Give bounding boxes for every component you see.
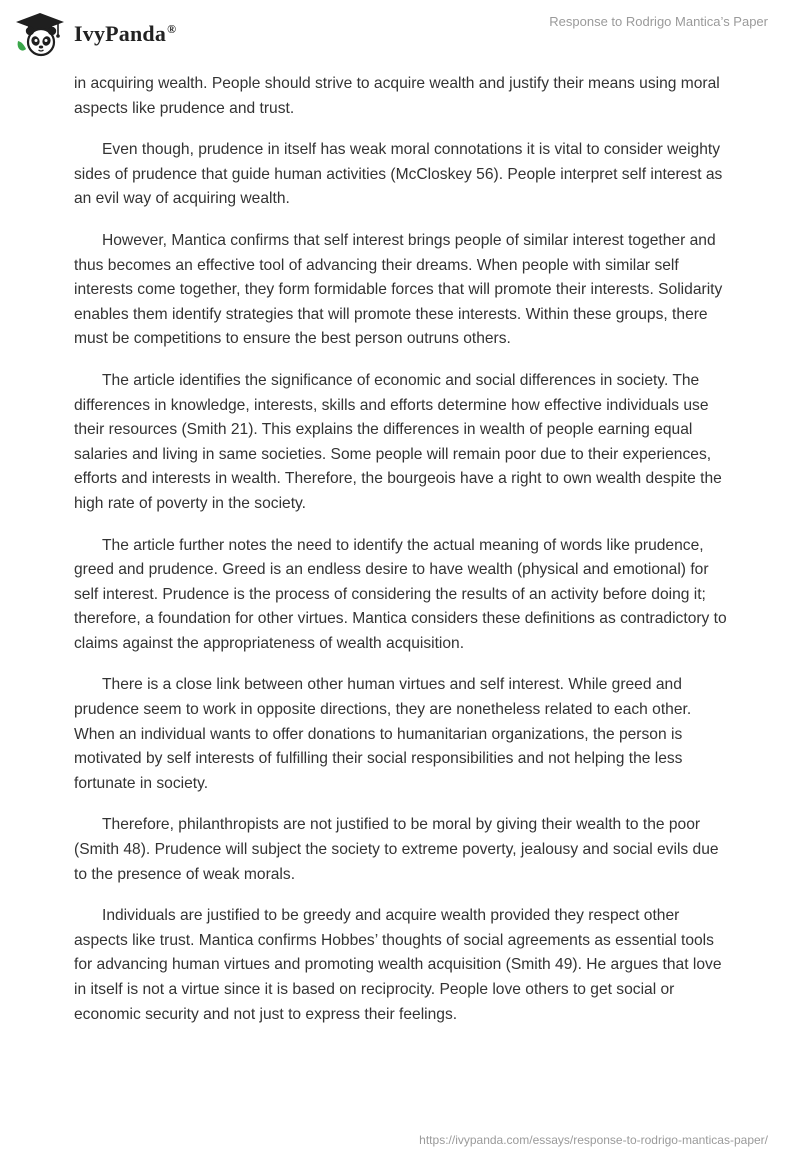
paragraph-6: There is a close link between other human virtues and self interest. While greed and prudence seem to work in opposite directions, they are nonetheless related to each other. When an individual wants to offer donations to humanitarian organizations, the person is motivated by self interests of fulfilling their social responsibilities and not helping the less fortunate in society. bbox=[74, 676, 692, 792]
panda-graduate-logo-icon bbox=[14, 11, 66, 57]
page-header bbox=[0, 0, 800, 70]
source-url[interactable]: https://ivypanda.com/essays/response-to-rodrigo-manticas-paper/ bbox=[419, 1133, 768, 1147]
essay-body bbox=[74, 72, 734, 1044]
paragraph-7: Therefore, philanthropists are not justified to be moral by giving their wealth to the poor (Smith 48). Prudence will subject the society to extreme poverty, jealousy and social evils due to the presence of weak morals. bbox=[74, 816, 719, 883]
paragraph-3: However, Mantica confirms that self interest brings people of similar interest together and thus becomes an effective tool of advancing their dreams. When people with similar self interests come together, they form formidable forces that will promote their interests. Solidarity enables them identify strategies that will promote these interests. Within these groups, there must be competitions to ensure the best person outruns others. bbox=[74, 231, 723, 348]
paragraph-5: The article further notes the need to identify the actual meaning of words like prudence, greed and prudence. Greed is an endless desire to have wealth (physical and emotional) for self interest. Prudence is the process of considering the results of an activity before doing it; therefore, a foundation for other virtues. Mantica considers these definitions as contradictory to claims against the appropriateness of wealth acquisition. bbox=[74, 536, 727, 652]
paragraph-1: in acquiring wealth. People should strive to acquire wealth and justify their means using moral aspects like prudence and trust. bbox=[74, 75, 720, 117]
brand-name: IvyPanda® bbox=[74, 21, 177, 46]
paragraph-4: The article identifies the significance of economic and social differences in society. The differences in knowledge, interests, skills and efforts determine how effective individuals use their resources (Smith 21). This explains the differences in wealth of people earning equal salaries and living in same societies. Some people will remain poor due to their experiences, efforts and interests in wealth. Therefore, the bourgeois have a right to own wealth despite the high rate of poverty in the society. bbox=[74, 371, 722, 512]
ivypanda-logo[interactable] bbox=[14, 8, 176, 60]
paragraph-2: Even though, prudence in itself has weak moral connotations it is vital to consider weighty sides of prudence that guide human activities (McCloskey 56). People interpret self interest as an evil way of acquiring wealth. bbox=[74, 141, 723, 208]
paragraph-8: Individuals are justified to be greedy and acquire wealth provided they respect other aspects like trust. Mantica confirms Hobbes’ thoughts of social agreements as essential tools for advancing human virtues and promoting wealth acquisition (Smith 49). He argues that love in itself is not a virtue since it is based on reciprocity. People love others to get social or economic security and not just to express their feelings. bbox=[74, 907, 722, 1023]
document-title: Response to Rodrigo Mantica’s Paper bbox=[549, 14, 768, 29]
